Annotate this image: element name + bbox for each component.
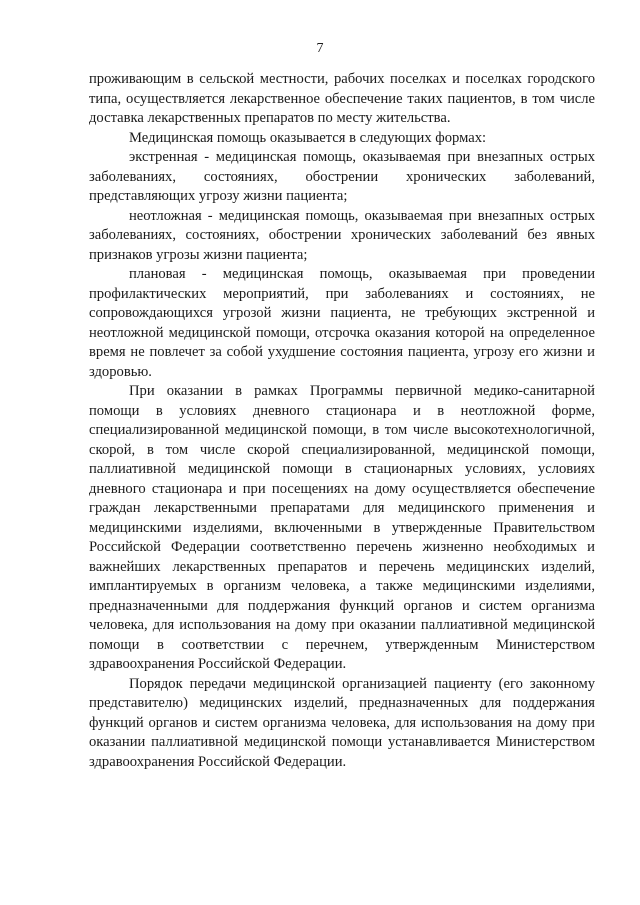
paragraph-urgent-form: неотложная - медицинская помощь, оказываемая при внезапных острых заболеваниях, состояниях, обострении хронических заболеваний без явных признаков угрозы жизни пациента; [89, 207, 595, 263]
paragraph-device-transfer: Порядок передачи медицинской организацией пациенту (его законному представителю) медицинских изделий, предназначенных для поддержания функций органов и систем организма человека, для использования на дому при оказании паллиативной медицинской помощи устанавливается Министерством здравоохранения Российской Федерации. [89, 675, 595, 770]
page-number: 7 [316, 41, 324, 56]
paragraph-planned-form: плановая - медицинская помощь, оказываемая при проведении профилактических мероприятий, при заболеваниях и состояниях, не сопровождающихся угрозой жизни пациента, не требующих экстренной и неотложной медицинской помощи, отсрочка оказания которой на определенное время не повлечет за собой ухудшение состояния пациента, угрозу его жизни и здоровью. [89, 266, 595, 380]
document-body [89, 70, 595, 772]
paragraph-emergency-form: экстренная - медицинская помощь, оказываемая при внезапных острых заболеваниях, состояниях, обострении хронических заболеваний, представляющих угрозу жизни пациента; [89, 149, 595, 204]
paragraph-forms-intro: Медицинская помощь оказывается в следующих формах: [129, 129, 487, 146]
paragraph-continuation: проживающим в сельской местности, рабочих поселках и поселках городского типа, осуществляется лекарственное обеспечение таких пациентов, в том числе доставка лекарственных препаратов по месту жительства. [89, 71, 595, 126]
paragraph-drug-provision: При оказании в рамках Программы первичной медико-санитарной помощи в условиях дневного стационара и в неотложной форме, специализированной медицинской помощи, в том числе высокотехнологичной, скорой, в том числе скорой специализированной, медицинской помощи, паллиативной медицинской помощи в стационарных условиях, условиях дневного стационара и при посещениях на дому осуществляется обеспечение граждан лекарственными препаратами для медицинского применения и медицинскими изделиями, включенными в утвержденные Правительством Российской Федерации соответственно перечень жизненно необходимых и важнейших лекарственных препаратов и перечень медицинских изделий, имплантируемых в организм человека, а также медицинскими изделиями, предназначенными для поддержания функций органов и систем организма человека, для использования на дому при оказании паллиативной медицинской помощи в соответствии с перечнем, утвержденным Министерством здравоохранения Российской Федерации. [89, 383, 595, 672]
